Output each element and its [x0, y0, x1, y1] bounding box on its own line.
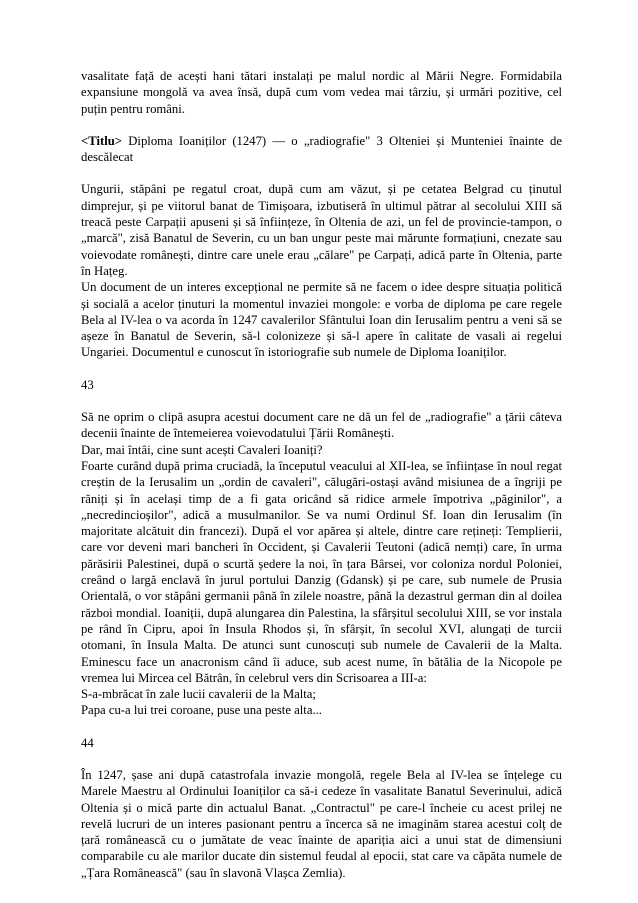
title-tag: <Titlu> — [81, 133, 123, 148]
document-page — [81, 68, 562, 881]
verse-line-2: Papa cu-a lui trei coroane, puse una peste alta... — [81, 703, 322, 718]
spacer — [81, 165, 562, 181]
page-number-43: 43 — [81, 377, 94, 392]
spacer — [81, 751, 562, 767]
verse-line-1: S-a-mbrăcat în zale lucii cavalerii de la Malta; — [81, 687, 316, 702]
paragraph-intro: vasalitate față de acești hani tătari instalați pe malul nordic al Mării Negre. Formidabila expansiune mongolă va avea însă, după cum vom vedea mai târziu, și urmări pozitive, cel puțin pentru români. — [81, 69, 562, 116]
paragraph-radiography: Să ne oprim o clipă asupra acestui document care ne dă un fel de „radiografie" a țării câteva decenii înainte de întemeierea voievodatului Țării Românești. — [81, 410, 562, 441]
spacer — [81, 719, 562, 735]
spacer — [81, 117, 562, 133]
page-number-44: 44 — [81, 735, 94, 750]
paragraph-1247: În 1247, șase ani după catastrofala invazie mongolă, regele Bela al IV-lea se înțelege cu Marele Maestru al Ordinului Ioaniților ca să-i cedeze în vasalitate Banatul Severinului, adică Oltenia și o mică parte din actualul Banat. „Contractul" pe care-l încheie cu acest prilej ne revelă lucruri de un interes pasionant pentru a încerca să ne imaginăm starea acestui colț de țară românească cu o jumătate de veac înainte de apariția aici a unui stat de dimensiuni comparabile cu ale marilor ducate din sistemul feudal al epocii, stat care va căpăta numele de „Țara Românească" (sau în slavonă Vlașca Zemlia). — [81, 767, 562, 880]
paragraph-document: Un document de un interes excepțional ne permite să ne facem o idee despre situația politică și socială a acelor ținuturi la momentul invaziei mongole: e vorba de diploma pe care regele Bela al IV-lea o va acorda în 1247 cavalerilor Sfântului Ioan din Ierusalim pentru a veni să se așeze în Banatul de Severin, să-l colonizeze și să-l apere în calitate de vasali ai regelui Ungariei. Documentul e cunoscut în istoriografie sub numele de Diploma Ioaniților. — [81, 280, 562, 360]
spacer — [81, 361, 562, 377]
spacer — [81, 393, 562, 409]
title-text: Diploma Ioaniților (1247) — o „radiografie" 3 Olteniei și Munteniei înainte de descălecat — [81, 133, 562, 165]
paragraph-hungarians: Ungurii, stăpâni pe regatul croat, după cum am văzut, și pe cetatea Belgrad cu ținutul dimprejur, și pe viitorul banat de Timișoara, izbutiseră în ultimul pătrar al secolului XIII să treacă peste Carpații apuseni și să înființeze, în Oltenia de azi, un fel de provincie-tampon, o „marcă", zisă Banatul de Severin, cu un ban ungur peste mai mărunte formațiuni, cnezate sau voievodate românești, dintre care unele erau „călare" pe Carpați, adică parte în Oltenia, parte în Hațeg. — [81, 182, 562, 278]
section-title — [81, 133, 562, 166]
paragraph-question: Dar, mai întâi, cine sunt acești Cavaleri Ioaniți? — [81, 442, 323, 457]
paragraph-knights: Foarte curând după prima cruciadă, la începutul veacului al XII-lea, se înființase în noul regat creștin de la Ierusalim un „ordin de cavaleri", călugări-ostași având misiunea de a îngriji pe răniți și în același timp de a fi gata oricând să ridice armele împotriva „păginilor", a „necredincioșilor", adică a musulmanilor. Se va numi Ordinul Sf. Ioan din Ierusalim (în majoritate alcătuit din francezi). După el vor apărea și altele, dintre care rețineți: Templierii, care vor deveni mari bancheri în Occident, și Cavalerii Teutoni (adică nemți) care, în urma părăsirii Palestinei, după o scurtă ședere la noi, în țara Bârsei, vor coloniza nordul Poloniei, creând o largă enclavă în jurul portului Danzig (Gdansk) și pe care, sub numele de Prusia Orientală, o vor stăpâni germanii până în zilele noastre, până la dezastrul german din al doilea război mondial. Ioaniții, după alungarea din Palestina, la sfârșitul secolului XIII, se vor instala pe rând în Cipru, apoi în Insula Rhodos și, în sfârșit, în secolul XVI, alungați de turcii otomani, în Insula Malta. De atunci sunt cunoscuți sub numele de Cavalerii de la Malta. Eminescu face un anacronism când îi aduce, sub acest nume, în bătălia de la Nicopole pe vremea lui Mircea cel Bătrân, în celebrul vers din Scrisoarea a III-a: — [81, 458, 562, 685]
